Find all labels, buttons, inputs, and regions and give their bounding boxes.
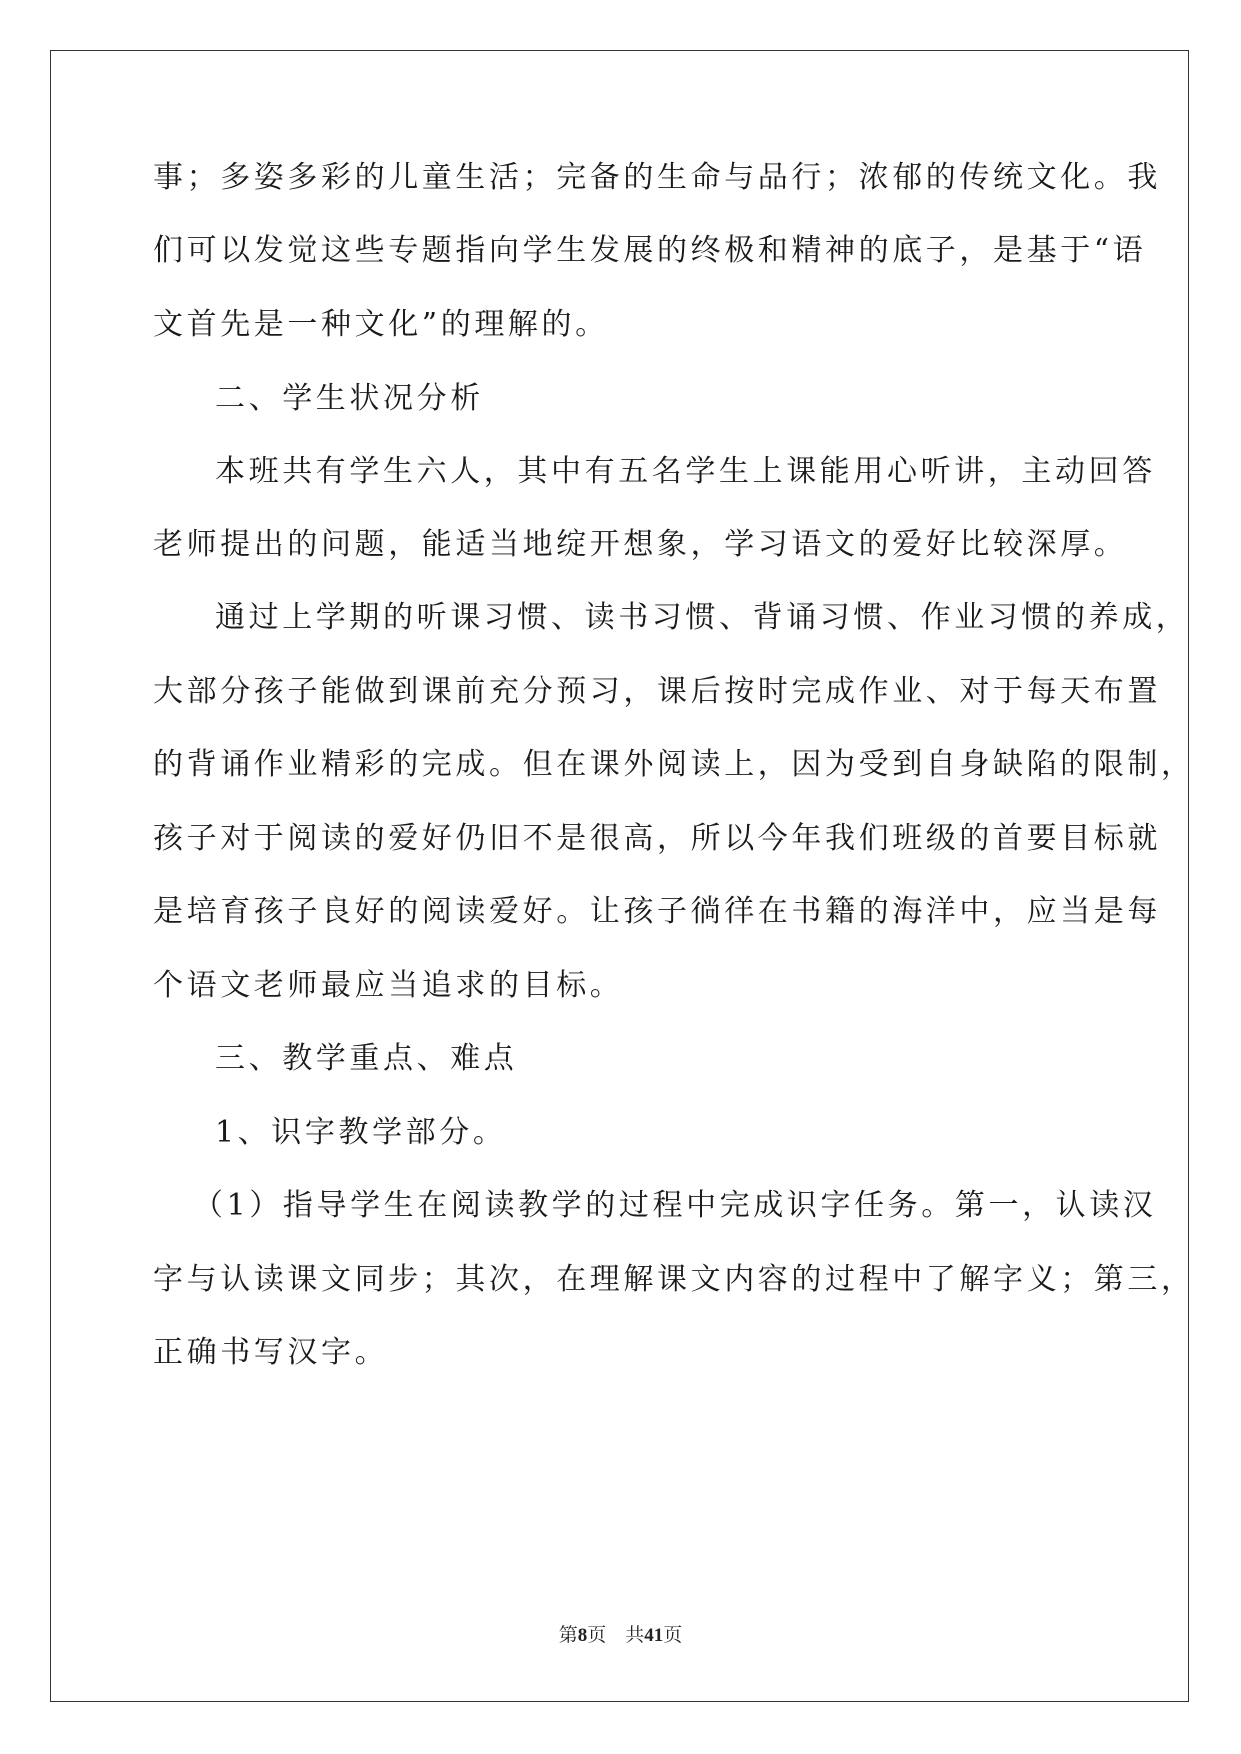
total-page-number: 41 — [644, 1625, 664, 1646]
footer-prefix: 第 — [558, 1625, 578, 1646]
text-line: 文首先是一种文化”的理解的。 — [153, 307, 609, 342]
text-line: 正确书写汉字。 — [153, 1335, 389, 1370]
page-footer — [0, 1624, 1241, 1648]
text-line: 老师提出的问题，能适当地绽开想象，学习语文的爱好比较深厚。 — [153, 527, 1128, 562]
text-line: 的背诵作业精彩的完成。但在课外阅读上，因为受到自身缺陷的限制， — [153, 747, 1195, 782]
text-line: 孩子对于阅读的爱好仍旧不是很高，所以今年我们班级的首要目标就 — [153, 821, 1161, 856]
section-heading: 三、教学重点、难点 — [215, 1041, 518, 1076]
text-line: 们可以发觉这些专题指向学生发展的终极和精神的底子，是基于“语 — [153, 233, 1147, 268]
text-line: 大部分孩子能做到课前充分预习，课后按时完成作业、对于每天布置 — [153, 674, 1161, 709]
paragraph-start: 通过上学期的听课习惯、读书习惯、背诵习惯、作业习惯的养成， — [215, 600, 1190, 635]
subsection-heading: 1、识字教学部分。 — [215, 1115, 507, 1150]
page-border — [50, 50, 1189, 1702]
text-line: 事；多姿多彩的儿童生活；完备的生命与品行；浓郁的传统文化。我 — [153, 160, 1161, 195]
text-line: 是培育孩子良好的阅读爱好。让孩子徜徉在书籍的海洋中，应当是每 — [153, 894, 1161, 929]
current-page-number: 8 — [577, 1625, 588, 1646]
section-heading: 二、学生状况分析 — [215, 381, 484, 416]
text-line: 个语文老师最应当追求的目标。 — [153, 968, 624, 1003]
text-line: 字与认读课文同步；其次，在理解课文内容的过程中了解字义；第三， — [153, 1262, 1195, 1297]
footer-mid: 页 共 — [587, 1625, 645, 1646]
paragraph-start: 本班共有学生六人，其中有五名学生上课能用心听讲，主动回答 — [215, 454, 1156, 489]
paragraph-start: （1）指导学生在阅读教学的过程中完成识字任务。第一，认读汉 — [193, 1188, 1157, 1223]
footer-suffix: 页 — [663, 1625, 683, 1646]
